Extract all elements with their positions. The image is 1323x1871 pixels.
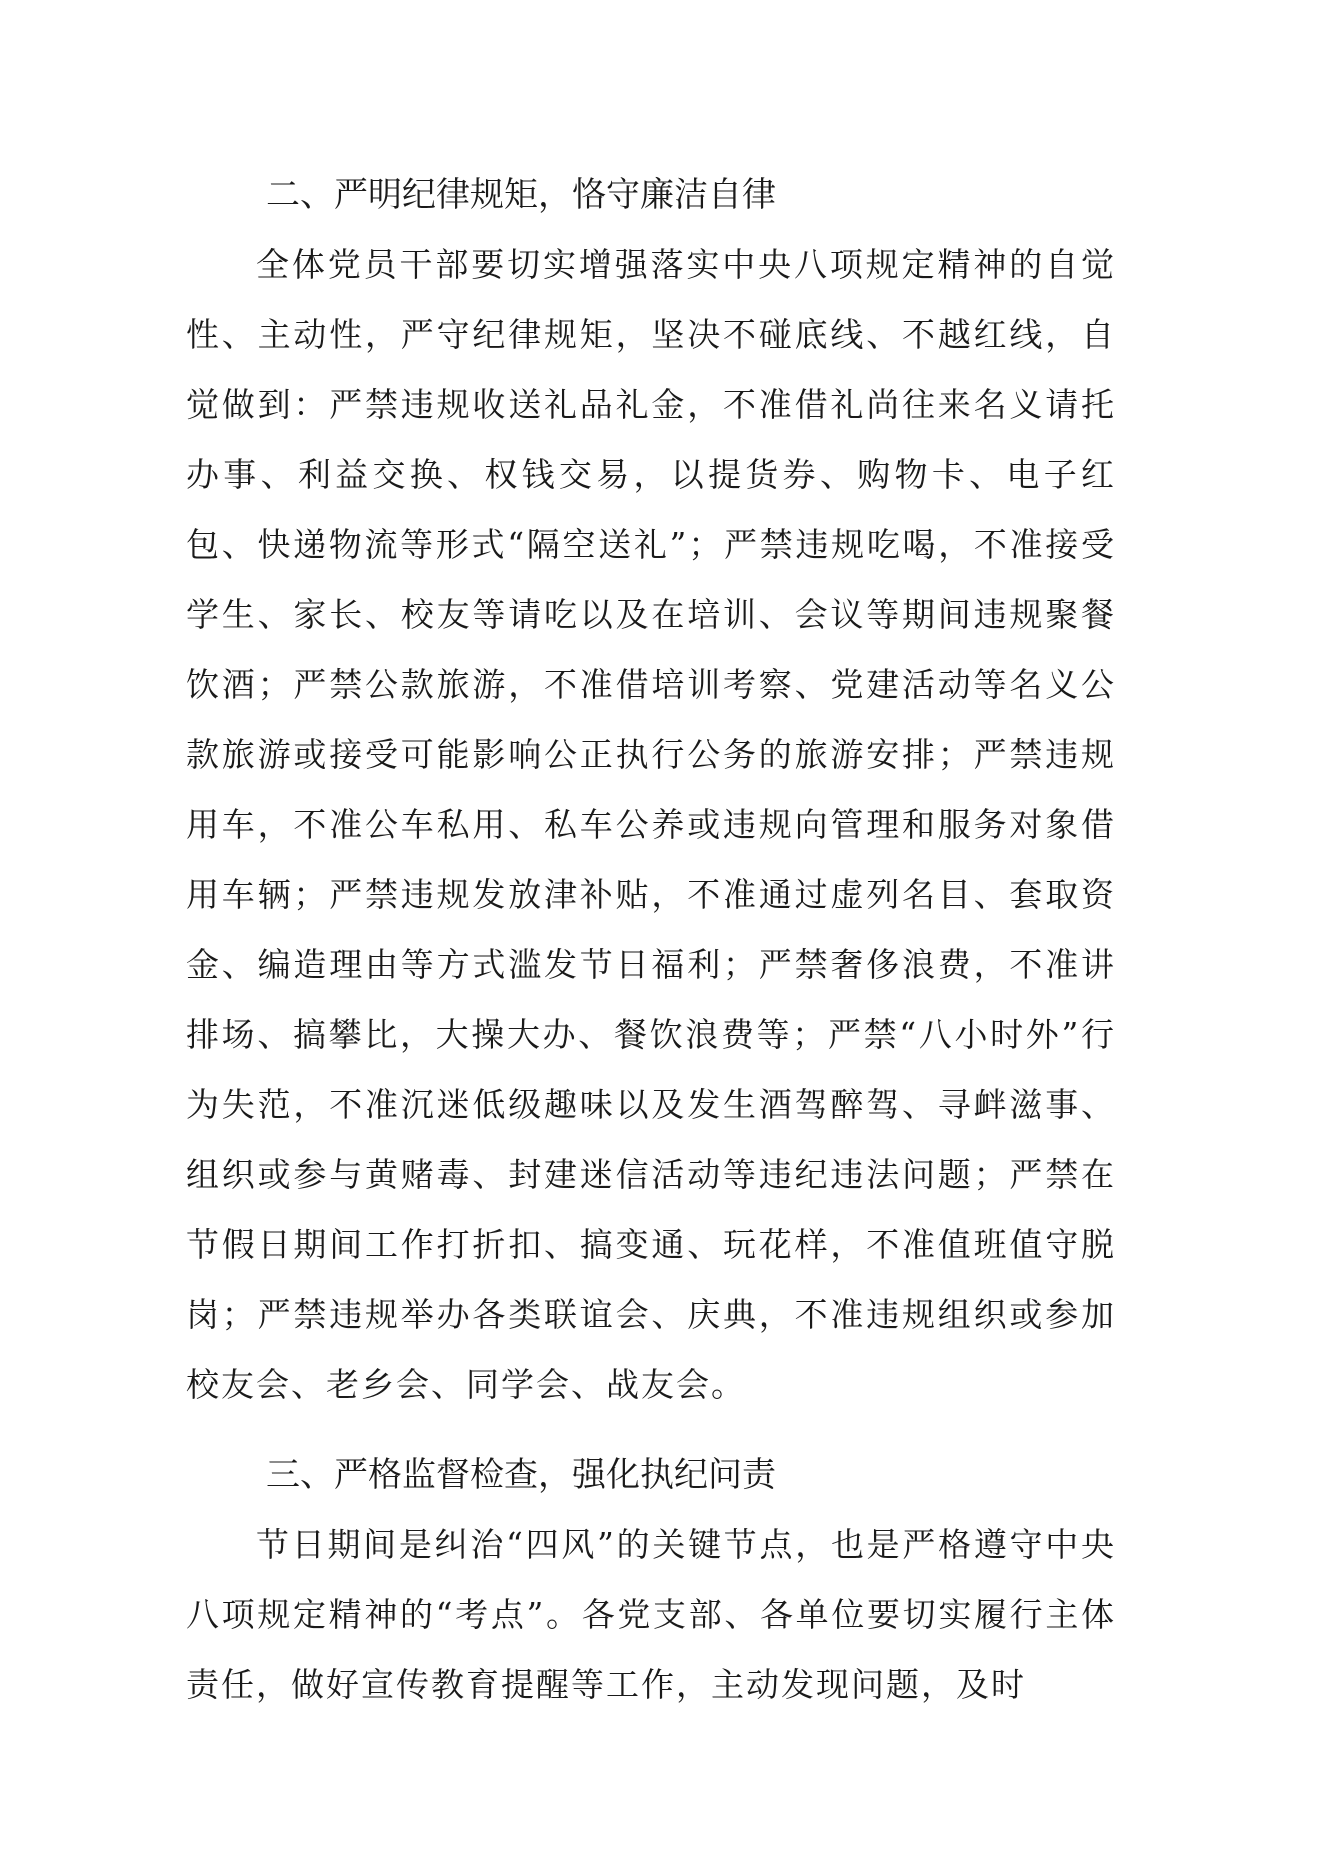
section-heading-discipline: 二、严明纪律规矩，恪守廉洁自律: [266, 175, 776, 215]
section-paragraph-discipline: 全体党员干部要切实增强落实中央八项规定精神的自觉性、主动性，严守纪律规矩，坚决不碰底线、不越红线，自觉做到：严禁违规收送礼品礼金，不准借礼尚往来名义请托办事、利益交换、权钱交易，以提货券、购物卡、电子红包、快递物流等形式“隔空送礼”；严禁违规吃喝，不准接受学生、家长、校友等请吃以及在培训、会议等期间违规聚餐饮酒；严禁公款旅游，不准借培训考察、党建活动等名义公款旅游或接受可能影响公正执行公务的旅游安排；严禁违规用车，不准公车私用、私车公养或违规向管理和服务对象借用车辆；严禁违规发放津补贴，不准通过虚列名目、套取资金、编造理由等方式滥发节日福利；严禁奢侈浪费，不准讲排场、搞攀比，大操大办、餐饮浪费等；严禁“八小时外”行为失范，不准沉迷低级趣味以及发生酒驾醉驾、寻衅滋事、组织或参与黄赌毒、封建迷信活动等违纪违法问题；严禁在节假日期间工作打折扣、搞变通、玩花样，不准值班值守脱岗；严禁违规举办各类联谊会、庆典，不准违规组织或参加校友会、老乡会、同学会、战友会。: [186, 245, 1116, 1404]
section-paragraph-supervision: 节日期间是纠治“四风”的关键节点，也是严格遵守中央八项规定精神的“考点”。各党支部、各单位要切实履行主体责任，做好宣传教育提醒等工作，主动发现问题，及时: [186, 1525, 1116, 1704]
section-heading-supervision: 三、严格监督检查，强化执纪问责: [266, 1455, 776, 1495]
document-content: [186, 160, 1116, 1720]
